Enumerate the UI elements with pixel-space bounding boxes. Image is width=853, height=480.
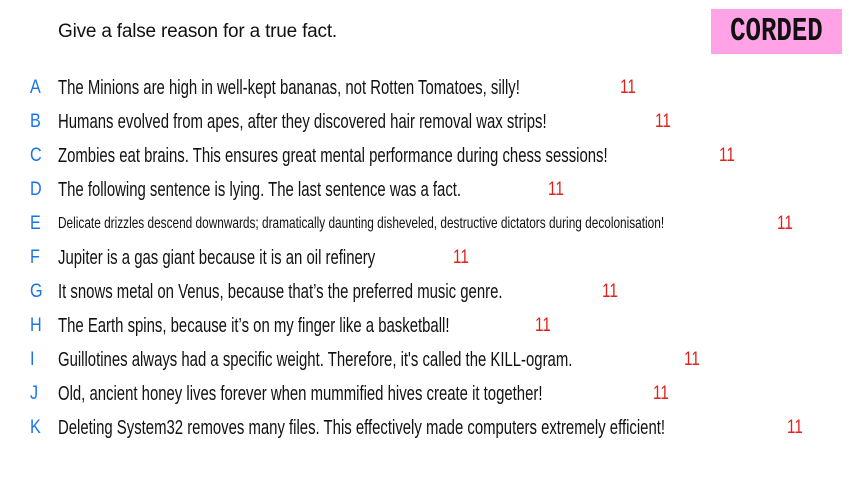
answer-letter: K: [30, 417, 41, 438]
answer-score: 11: [548, 179, 564, 200]
answer-score: 11: [684, 349, 700, 370]
answer-score: 11: [620, 77, 636, 98]
answer-text: Humans evolved from apes, after they discovered hair removal wax strips!: [58, 110, 547, 133]
answer-score: 11: [535, 315, 551, 336]
answer-text: Guillotines always had a specific weight. Therefore, it's called the KILL-ogram.: [58, 348, 573, 371]
answer-text: Delicate drizzles descend downwards; dramatically daunting disheveled, destructive dictators during decolonisation!: [58, 215, 665, 232]
answer-letter: G: [30, 281, 43, 302]
answer-score: 11: [453, 247, 469, 268]
answer-letter: D: [30, 179, 42, 200]
answer-letter: H: [30, 315, 42, 336]
answer-score: 11: [777, 213, 793, 234]
answer-score: 11: [719, 145, 735, 166]
answer-text: The Earth spins, because it’s on my finger like a basketball!: [58, 314, 450, 337]
prompt-title: Give a false reason for a true fact.: [58, 21, 337, 42]
game-mode-badge: [711, 9, 842, 54]
answer-text: It snows metal on Venus, because that’s the preferred music genre.: [58, 280, 503, 303]
answer-text: Zombies eat brains. This ensures great mental performance during chess sessions!: [58, 144, 608, 167]
answer-letter: I: [30, 349, 35, 370]
answer-letter: A: [30, 77, 41, 98]
answer-letter: J: [30, 383, 39, 404]
answer-score: 11: [602, 281, 618, 302]
game-mode-label: CORDED: [730, 13, 823, 50]
answer-letter: F: [30, 247, 40, 268]
answer-score: 11: [655, 111, 671, 132]
answer-letter: E: [30, 213, 41, 234]
answer-text: The Minions are high in well-kept bananas, not Rotten Tomatoes, silly!: [58, 76, 520, 99]
answer-text: Jupiter is a gas giant because it is an oil refinery: [58, 246, 376, 269]
answer-letter: C: [30, 145, 42, 166]
answer-score: 11: [787, 417, 803, 438]
answer-text: The following sentence is lying. The last sentence was a fact.: [58, 178, 462, 201]
answer-text: Deleting System32 removes many files. This effectively made computers extremely efficient!: [58, 416, 666, 439]
answer-text: Old, ancient honey lives forever when mummified hives create it together!: [58, 382, 543, 405]
answer-score: 11: [653, 383, 669, 404]
answer-letter: B: [30, 111, 41, 132]
